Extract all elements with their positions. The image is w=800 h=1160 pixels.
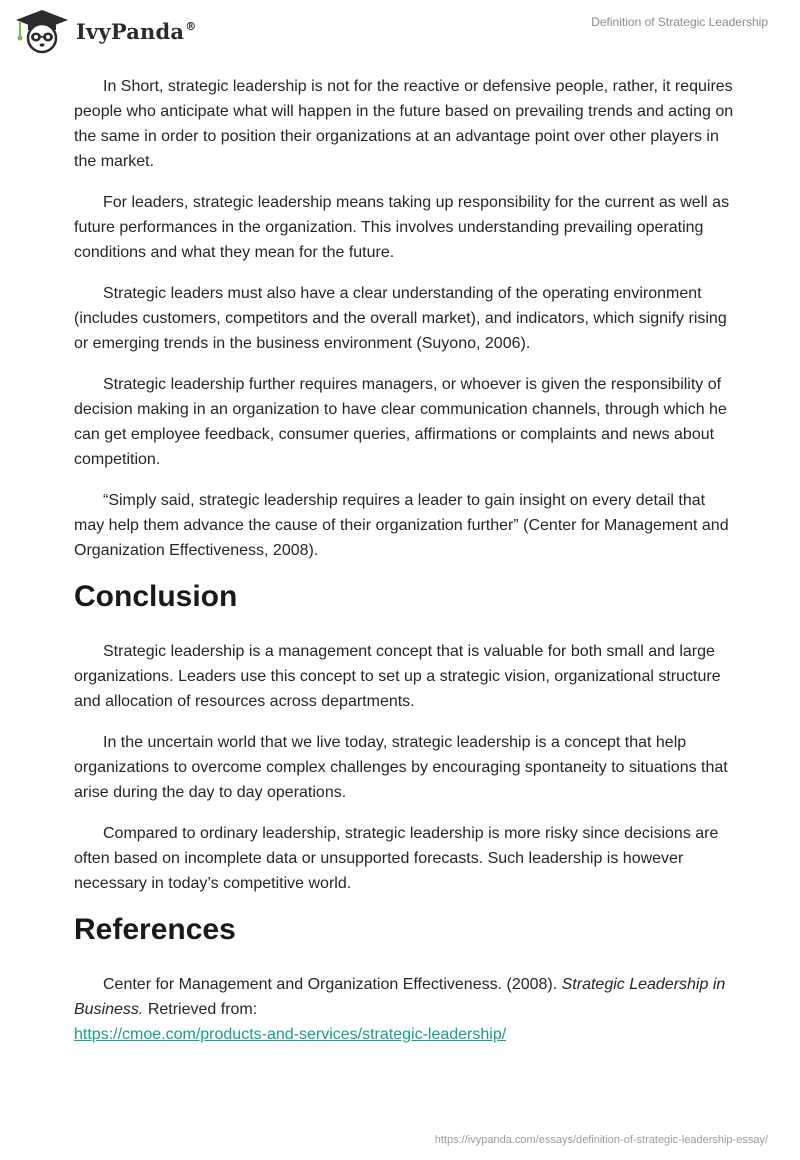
conclusion-paragraph-3: Compared to ordinary leadership, strategic leadership is more risky since decisions are often based on incomplete data or unsupported forecasts. Such leadership is however necessary in today’s competitive world.: [74, 825, 719, 892]
panda-graduate-icon: [14, 8, 70, 54]
page-header: [0, 0, 800, 64]
footer-url: https://ivypanda.com/essays/definition-of-strategic-leadership-essay/: [434, 1134, 768, 1146]
reference-author-year: Center for Management and Organization Effectiveness. (2008).: [103, 976, 562, 993]
reference-retrieved: Retrieved from:: [143, 1001, 258, 1018]
essay-content: [74, 74, 734, 1063]
reference-entry: [74, 972, 734, 1047]
conclusion-heading: Conclusion: [74, 580, 238, 613]
conclusion-paragraph-1: Strategic leadership is a management concept that is valuable for both small and large organizations. Leaders use this concept to set up a strategic vision, organizational structure and allocation of resources across departments.: [74, 643, 721, 710]
body-paragraph-1: In Short, strategic leadership is not for the reactive or defensive people, rather, it requires people who anticipate what will happen in the future based on prevailing trends and acting on the same in order to position their organizations at an advantage point over other players in the market.: [74, 78, 734, 170]
registered-mark: ®: [185, 19, 197, 33]
conclusion-paragraph-2: In the uncertain world that we live today, strategic leadership is a concept that help organizations to overcome complex challenges by encouraging spontaneity to situations that arise during the day to day operations.: [74, 734, 728, 801]
logo[interactable]: [14, 8, 196, 54]
body-paragraph-4: Strategic leadership further requires managers, or whoever is given the responsibility of decision making in an organization to have clear communication channels, through which he can get employee feedback, consumer queries, affirmations or complaints and news about competition.: [74, 376, 727, 468]
reference-title: Strategic Leadership in Business.: [74, 976, 726, 1018]
brand-name: IvyPanda®: [76, 18, 197, 44]
document-title: Definition of Strategic Leadership: [591, 15, 768, 29]
reference-link[interactable]: https://cmoe.com/products-and-services/strategic-leadership/: [74, 1026, 507, 1043]
references-heading: References: [74, 913, 236, 946]
body-paragraph-2: For leaders, strategic leadership means taking up responsibility for the current as well as future performances in the organization. This involves understanding prevailing operating conditions and what they mean for the future.: [74, 194, 730, 261]
body-paragraph-3: Strategic leaders must also have a clear understanding of the operating environment (includes customers, competitors and the overall market), and indicators, which signify rising or emerging trends in the business environment (Suyono, 2006).: [74, 285, 727, 352]
body-paragraph-5: “Simply said, strategic leadership requires a leader to gain insight on every detail that may help them advance the cause of their organization further” (Center for Management and Organization Effectiveness, 2008).: [74, 492, 729, 559]
